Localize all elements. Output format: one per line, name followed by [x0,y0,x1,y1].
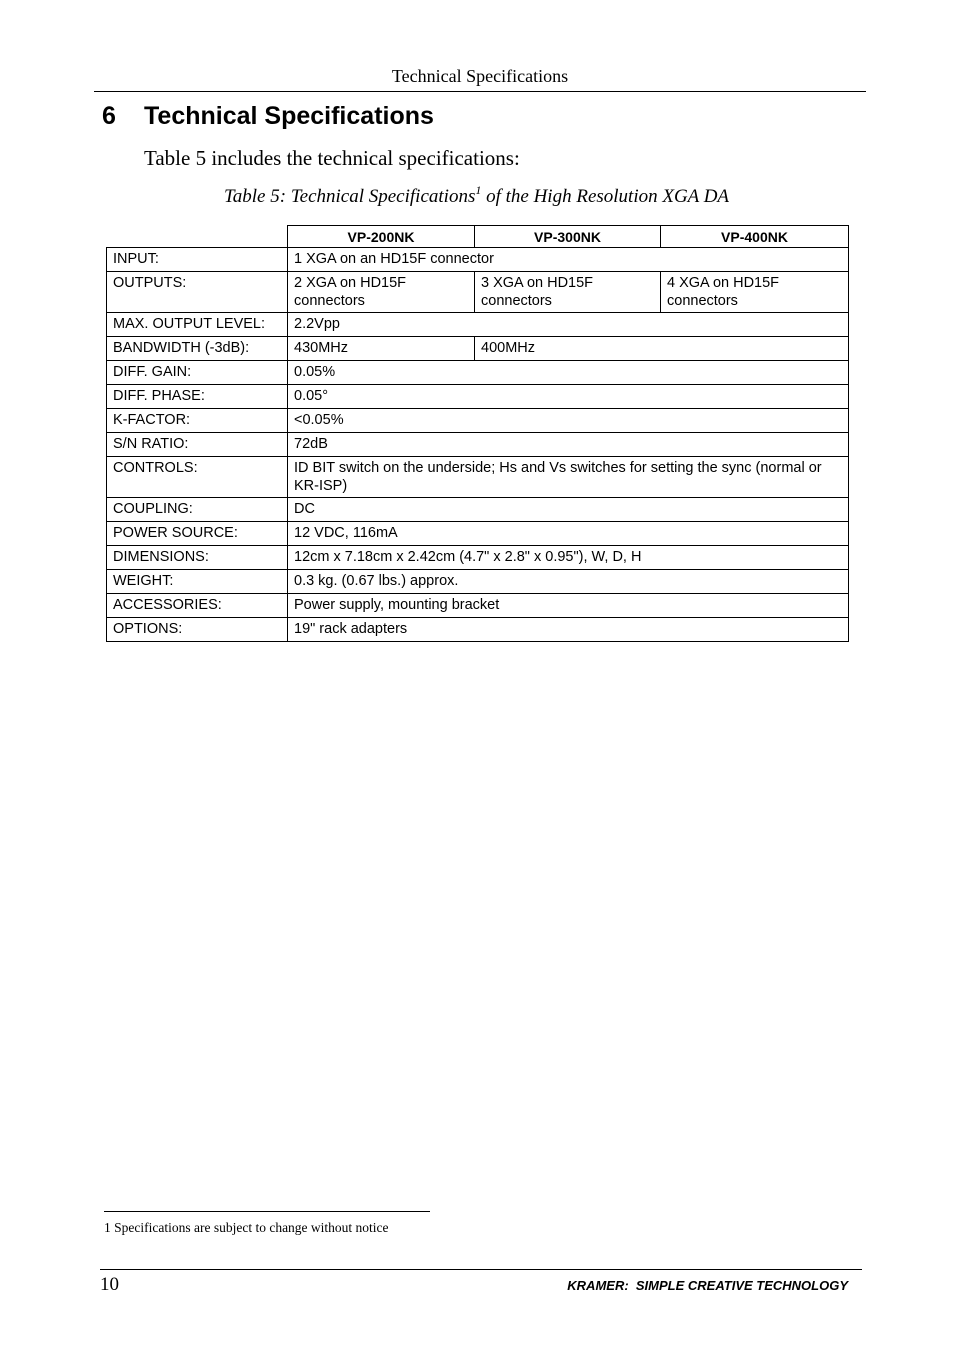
table-row [107,272,849,313]
spec-label: ACCESSORIES: [107,594,288,618]
header-rule [94,91,866,92]
table-row [107,248,849,272]
spec-label: CONTROLS: [107,457,288,498]
spec-table [106,225,849,642]
spec-label: MAX. OUTPUT LEVEL: [107,313,288,337]
footnote-reference: 1 [475,183,482,197]
spec-value: 430MHz [288,337,475,361]
page-number: 10 [100,1274,119,1295]
spec-value: ID BIT switch on the underside; Hs and Vs switches for setting the sync (normal or KR-ISP) [288,457,849,498]
table-row [107,433,849,457]
spec-label: OPTIONS: [107,618,288,642]
spec-value: DC [288,498,849,522]
table-row [107,457,849,498]
spec-label: DIFF. PHASE: [107,385,288,409]
spec-value: 4 XGA on HD15F connectors [661,272,849,313]
footnote-rule [104,1211,430,1212]
table-row [107,385,849,409]
spec-value: 72dB [288,433,849,457]
table-row [107,594,849,618]
section-number: 6 [102,102,116,130]
spec-label: WEIGHT: [107,570,288,594]
table-row [107,409,849,433]
model-header: VP-200NK [288,226,475,248]
intro-paragraph: Table 5 includes the technical specifications: [144,146,520,170]
spec-value: 3 XGA on HD15F connectors [475,272,661,313]
spec-label: POWER SOURCE: [107,522,288,546]
spec-value: Power supply, mounting bracket [288,594,849,618]
footer-brand: KRAMER: SIMPLE CREATIVE TECHNOLOGY [567,1278,848,1293]
spec-value: 1 XGA on an HD15F connector [288,248,849,272]
table-row [107,570,849,594]
table-row [107,361,849,385]
spec-value: 12 VDC, 116mA [288,522,849,546]
spec-label: K-FACTOR: [107,409,288,433]
section-title [102,100,434,132]
spec-value: 12cm x 7.18cm x 2.42cm (4.7" x 2.8" x 0.95"), W, D, H [288,546,849,570]
spec-value: 0.3 kg. (0.67 lbs.) approx. [288,570,849,594]
table-header-row [107,226,849,248]
spec-label: BANDWIDTH (-3dB): [107,337,288,361]
spec-label: S/N RATIO: [107,433,288,457]
table-row [107,618,849,642]
table-row [107,546,849,570]
spec-label: DIMENSIONS: [107,546,288,570]
spec-value: 400MHz [475,337,849,361]
spec-value: <0.05% [288,409,849,433]
footer-rule [100,1269,862,1270]
table-row [107,522,849,546]
footnote: 1 Specifications are subject to change without notice [104,1220,389,1235]
caption-text: Table 5: Technical Specifications [223,186,476,207]
spec-label: DIFF. GAIN: [107,361,288,385]
spec-label: COUPLING: [107,498,288,522]
table-row [107,313,849,337]
spec-value: 19" rack adapters [288,618,849,642]
table-caption [106,183,847,211]
table-row [107,498,849,522]
spec-value: 2.2Vpp [288,313,849,337]
model-header: VP-300NK [475,226,661,248]
spec-label: OUTPUTS: [107,272,288,313]
table-row [107,337,849,361]
section-title-text: Technical Specifications [144,102,434,130]
spec-value: 0.05% [288,361,849,385]
spec-label: INPUT: [107,248,288,272]
model-header: VP-400NK [661,226,849,248]
caption-text-rest: of the High Resolution XGA DA [481,186,730,207]
header-blank-cell [107,226,288,248]
spec-value: 2 XGA on HD15F connectors [288,272,475,313]
spec-value: 0.05° [288,385,849,409]
running-header: Technical Specifications [391,66,569,86]
